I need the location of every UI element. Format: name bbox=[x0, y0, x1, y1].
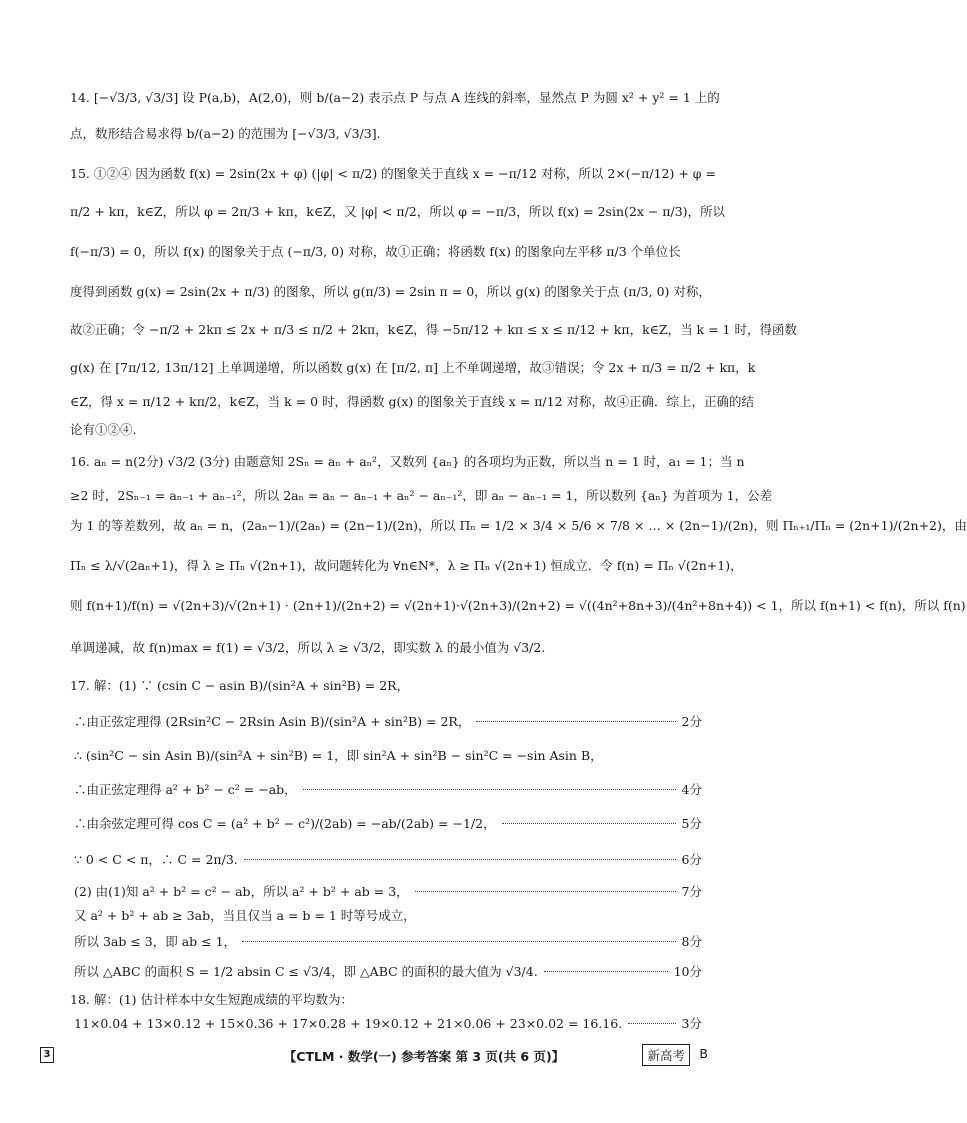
version-label: B bbox=[699, 1046, 708, 1061]
exam-type-badge: 新高考 bbox=[642, 1044, 690, 1066]
problem-16-line-1: 16. aₙ = n(2分) √3/2 (3分) 由题意知 2Sₙ = aₙ + aₙ²，又数列 {aₙ} 的各项均为正数，所以当 n = 1 时，a₁ = 1；当 n bbox=[70, 454, 745, 469]
footer-title: 【CTLM · 数学(一) 参考答案 第 3 页(共 6 页)】 bbox=[283, 1049, 565, 1064]
problem-15-line-1: 15. ①②④ 因为函数 f(x) = 2sin(2x + φ) (|φ| < π/2) 的图象关于直线 x = −π/12 对称，所以 2×(−π/12) + φ = bbox=[70, 166, 716, 181]
problem-17-step-9 bbox=[74, 962, 702, 982]
problem-17-step-6 bbox=[74, 882, 702, 902]
score-mark: 4分 bbox=[681, 782, 702, 797]
problem-18-line-1: 18. 解：(1) 估计样本中女生短跑成绩的平均数为： bbox=[70, 992, 354, 1007]
score-mark: 7分 bbox=[681, 884, 702, 899]
leader-dots bbox=[544, 971, 668, 972]
problem-16-line-3: 为 1 的等差数列，故 aₙ = n，(2aₙ−1)/(2aₙ) = (2n−1)/(2n)，所以 Πₙ = 1/2 × 3/4 × 5/6 × 7/8 × … × (2n−1)/(2n)，则 Πₙ₊₁/Πₙ = (2n+1)/(2n+2)，由 bbox=[70, 518, 967, 533]
step-text: ∴由余弦定理可得 cos C = (a² + b² − c²)/(2ab) = −ab/(2ab) = −1/2， bbox=[74, 816, 496, 831]
leader-dots bbox=[415, 891, 676, 892]
problem-15-line-4: 度得到函数 g(x) = 2sin(2x + π/3) 的图象，所以 g(π/3) = 2sin π = 0，所以 g(x) 的图象关于点 (π/3, 0) 对称， bbox=[70, 284, 711, 299]
problem-17-step-3 bbox=[74, 780, 702, 800]
score-mark: 10分 bbox=[673, 964, 702, 979]
problem-16-line-2: ≥2 时，2Sₙ₋₁ = aₙ₋₁ + aₙ₋₁²，所以 2aₙ = aₙ − aₙ₋₁ + aₙ² − aₙ₋₁²，即 aₙ − aₙ₋₁ = 1，所以数列 {aₙ} 为首项为 1，公差 bbox=[70, 488, 773, 503]
step-text: 所以 △ABC 的面积 S = 1/2 absin C ≤ √3/4，即 △ABC 的面积的最大值为 √3/4. bbox=[74, 964, 538, 979]
problem-15-line-8: 论有①②④. bbox=[70, 422, 137, 437]
leader-dots bbox=[476, 721, 675, 722]
problem-16-line-6: 单调递减，故 f(n)max = f(1) = √3/2，所以 λ ≥ √3/2，即实数 λ 的最小值为 √3/2. bbox=[70, 640, 546, 655]
problem-15-line-6: g(x) 在 [7π/12, 13π/12] 上单调递增，所以函数 g(x) 在 [π/2, π] 上不单调递增，故③错误；令 2x + π/3 = π/2 + kπ，k bbox=[70, 360, 756, 375]
problem-14-line-1: 14. [−√3/3, √3/3] 设 P(a,b)，A(2,0)，则 b/(a−2) 表示点 P 与点 A 连线的斜率，显然点 P 为圆 x² + y² = 1 上的 bbox=[70, 90, 720, 105]
problem-18-line-2 bbox=[74, 1014, 702, 1034]
score-mark: 3分 bbox=[681, 1016, 702, 1031]
problem-17-step-5 bbox=[74, 850, 702, 870]
step-text: ∴由正弦定理得 (2Rsin²C − 2Rsin Asin B)/(sin²A + sin²B) = 2R， bbox=[74, 714, 471, 729]
problem-17-step-7: 又 a² + b² + ab ≥ 3ab，当且仅当 a = b = 1 时等号成立， bbox=[74, 908, 416, 923]
problem-17-step-1 bbox=[74, 712, 702, 732]
step-text: ∴由正弦定理得 a² + b² − c² = −ab， bbox=[74, 782, 297, 797]
step-text: 所以 3ab ≤ 3，即 ab ≤ 1， bbox=[74, 934, 237, 949]
problem-15-line-7: ∈Z，得 x = π/12 + kπ/2，k∈Z，当 k = 0 时，得函数 g(x) 的图象关于直线 x = π/12 对称，故④正确．综上，正确的结 bbox=[70, 394, 754, 409]
step-text: ∵ 0 < C < π，∴ C = 2π/3. bbox=[74, 852, 238, 867]
problem-17-line-1: 17. 解：(1) ∵ (csin C − asin B)/(sin²A + sin²B) = 2R， bbox=[70, 678, 410, 693]
score-mark: 2分 bbox=[681, 714, 702, 729]
problem-16-line-4: Πₙ ≤ λ/√(2aₙ+1)，得 λ ≥ Πₙ √(2n+1)，故问题转化为 ∀n∈N*，λ ≥ Πₙ √(2n+1) 恒成立．令 f(n) = Πₙ √(2n+1)， bbox=[70, 558, 743, 573]
leader-dots bbox=[303, 789, 676, 790]
step-text: (2) 由(1)知 a² + b² = c² − ab，所以 a² + b² + ab = 3， bbox=[74, 884, 409, 899]
problem-16-line-5: 则 f(n+1)/f(n) = √(2n+3)/√(2n+1) · (2n+1)/(2n+2) = √(2n+1)·√(2n+3)/(2n+2) = √((4n²+8n+3)/(4n²+8n+4)) < 1，所以 f(n+1) < f(n)，所以 f(n) bbox=[70, 598, 966, 613]
leader-dots bbox=[244, 859, 676, 860]
leader-dots bbox=[628, 1023, 675, 1024]
problem-17-step-8 bbox=[74, 932, 702, 952]
problem-15-line-5: 故②正确；令 −π/2 + 2kπ ≤ 2x + π/3 ≤ π/2 + 2kπ，k∈Z，得 −5π/12 + kπ ≤ x ≤ π/12 + kπ，k∈Z，当 k = 1 时，得函数 bbox=[70, 322, 797, 337]
problem-15-line-2: π/2 + kπ，k∈Z，所以 φ = 2π/3 + kπ，k∈Z，又 |φ| < π/2，所以 φ = −π/3，所以 f(x) = 2sin(2x − π/3)，所以 bbox=[70, 204, 726, 219]
step-text: 11×0.04 + 13×0.12 + 15×0.36 + 17×0.28 + 19×0.12 + 21×0.06 + 23×0.02 = 16.16. bbox=[74, 1016, 623, 1031]
problem-17-step-2: ∴ (sin²C − sin Asin B)/(sin²A + sin²B) = 1，即 sin²A + sin²B − sin²C = −sin Asin B， bbox=[74, 748, 603, 763]
score-mark: 5分 bbox=[681, 816, 702, 831]
leader-dots bbox=[502, 823, 676, 824]
problem-15-line-3: f(−π/3) = 0，所以 f(x) 的图象关于点 (−π/3, 0) 对称，故①正确；将函数 f(x) 的图象向左平移 π/3 个单位长 bbox=[70, 244, 681, 259]
problem-17-step-4 bbox=[74, 814, 702, 834]
leader-dots bbox=[242, 941, 675, 942]
problem-14-line-2: 点，数形结合易求得 b/(a−2) 的范围为 [−√3/3, √3/3]. bbox=[70, 126, 381, 141]
score-mark: 8分 bbox=[681, 934, 702, 949]
page-number-box: 3 bbox=[40, 1047, 54, 1063]
page-footer bbox=[40, 1045, 708, 1067]
score-mark: 6分 bbox=[681, 852, 702, 867]
